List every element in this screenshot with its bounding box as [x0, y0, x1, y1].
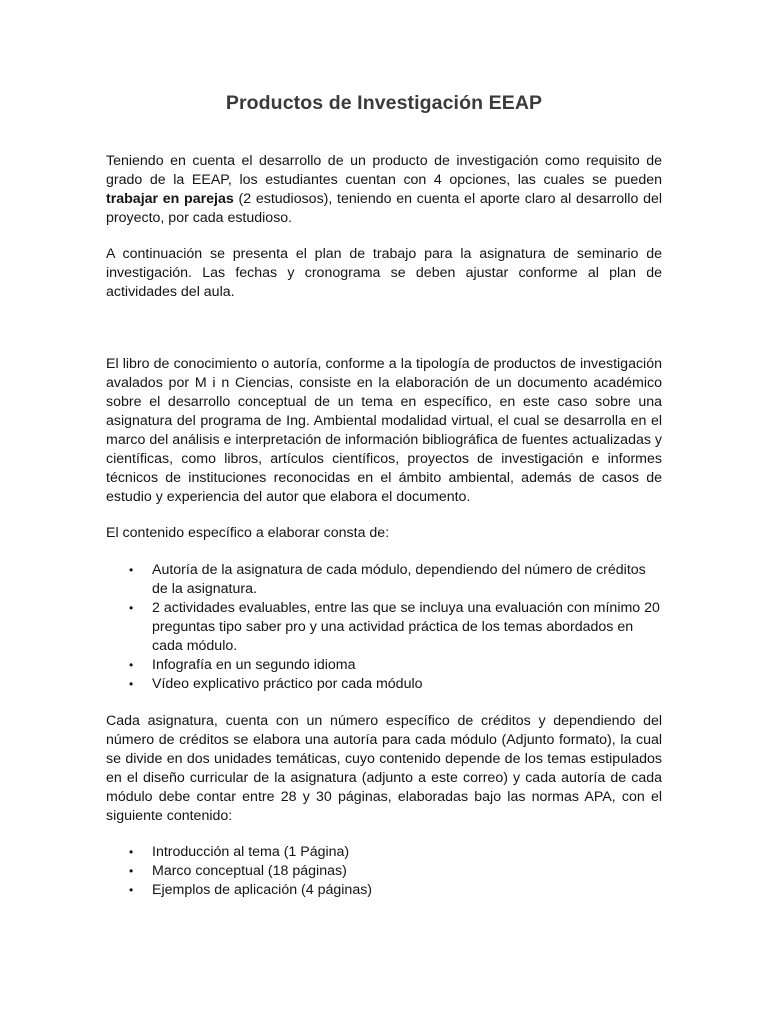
plan-paragraph: A continuación se presenta el plan de trabajo para la asignatura de seminario de investigación. Las fechas y cronograma se deben ajustar conforme al plan de actividades del aula. — [106, 246, 662, 300]
list-item-text: Ejemplos de aplicación (4 páginas) — [152, 882, 373, 898]
list-item-text: Marco conceptual (18 páginas) — [152, 863, 347, 879]
libro-brand-text: M i n C — [194, 375, 246, 391]
list-item-text: Introducción al tema (1 Página) — [152, 844, 350, 860]
list-item — [129, 881, 662, 900]
asignatura-paragraph: Cada asignatura, cuenta con un número específico de créditos y dependiendo del número de créditos se elabora una autoría para cada módulo (Adjunto formato), la cual se divide en dos unidades temáticas, cuyo contenido depende de los temas estipulados en el diseño curricular de la asignatura (adjunto a este correo) y cada autoría de cada módulo debe contar entre 28 y 30 páginas, elaboradas bajo las normas APA, con el siguiente contenido: — [106, 713, 662, 824]
bullet-icon: • — [129, 601, 134, 615]
intro-text-1: Teniendo en cuenta el desarrollo de un producto de investigación como requisito de grado de la EEAP, los estudiantes cuentan con 4 opciones, las cuales se pueden — [106, 153, 662, 188]
libro-paragraph — [106, 355, 662, 507]
intro-paragraph — [106, 152, 662, 228]
estructura-list — [106, 843, 662, 900]
list-item — [129, 599, 662, 656]
list-item-text: Autoría de la asignatura de cada módulo, dependiendo del número de créditos de la asignatura. — [152, 562, 646, 597]
libro-text-1: El libro de conocimiento o autoría, conforme a la tipología de productos de investigación avalados por — [106, 356, 662, 391]
bullet-icon: • — [129, 864, 134, 878]
libro-text-2: iencias, consiste en la elaboración de un documento académico sobre el desarrollo conceptual de un tema en específico, en este caso sobre una asignatura del programa de Ing. Ambiental modalidad virtual, el cual se desarrolla en el marco del análisis e interpretación de información bibliográfica de fuentes actualizadas y científicas, como libros, artículos científicos, proyectos de investigación e informes técnicos de instituciones reconocidas en el ámbito ambiental, además de casos de estudio y experiencia del autor que elabora el documento. — [106, 375, 662, 505]
list-item-text: Vídeo explicativo práctico por cada módulo — [152, 676, 423, 692]
list-item — [129, 656, 662, 675]
bullet-icon: • — [129, 883, 134, 897]
list-item — [129, 843, 662, 862]
intro-bold-text: trabajar en parejas — [106, 191, 234, 207]
bullet-icon: • — [129, 563, 134, 577]
bullet-icon: • — [129, 658, 134, 672]
intro-text-2: (2 estudiosos), teniendo en cuenta el aporte claro al desarrollo del proyecto, por cada estudioso. — [106, 191, 663, 226]
bullet-icon: • — [129, 677, 134, 691]
list-item-text: 2 actividades evaluables, entre las que se incluya una evaluación con mínimo 20 preguntas tipo saber pro y una actividad práctica de los temas abordados en cada módulo. — [152, 600, 660, 654]
list-item — [129, 862, 662, 881]
contenido-list — [106, 561, 662, 694]
contenido-heading: El contenido específico a elaborar consta de: — [106, 525, 390, 541]
bullet-icon: • — [129, 845, 134, 859]
list-item-text: Infografía en un segundo idioma — [152, 657, 356, 673]
list-item — [129, 561, 662, 599]
document-title: Productos de Investigación EEAP — [225, 92, 543, 114]
list-item — [129, 675, 662, 694]
